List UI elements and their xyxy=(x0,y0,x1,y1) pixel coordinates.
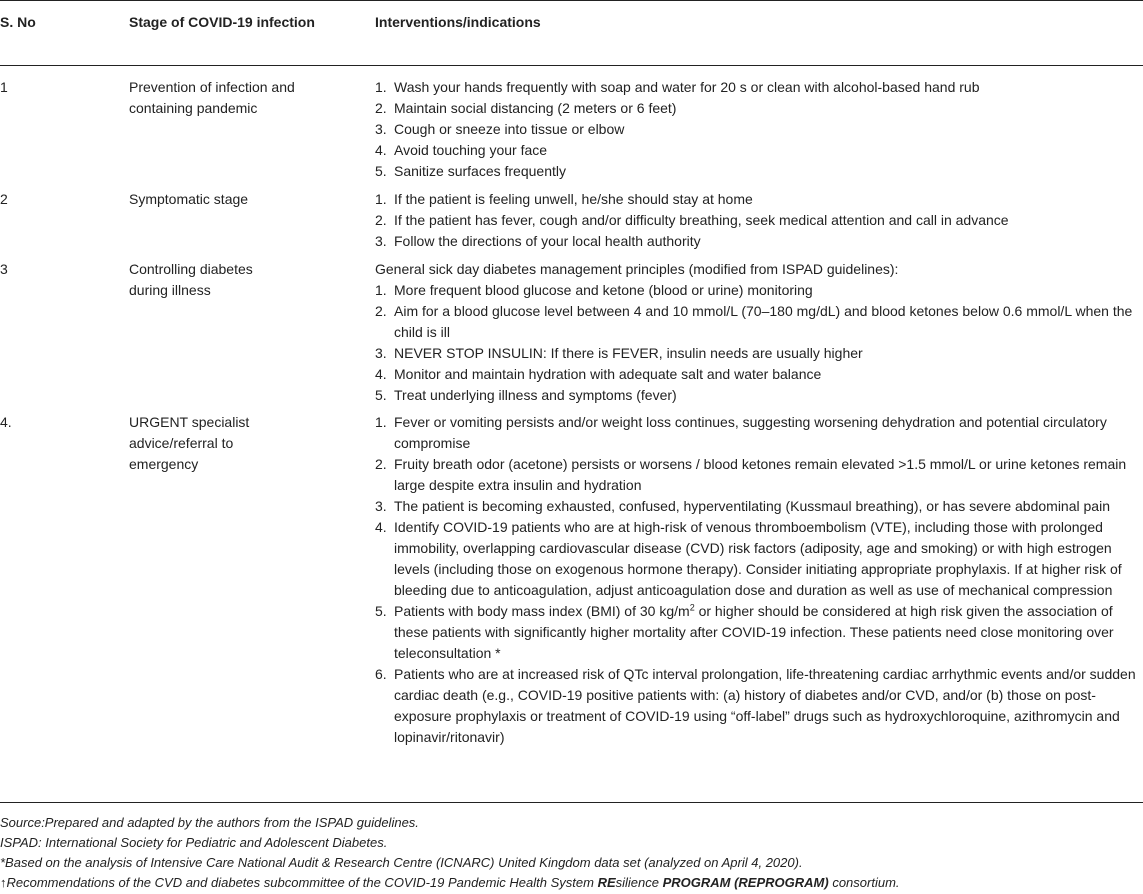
list-item: 4. Avoid touching your face xyxy=(375,142,548,158)
footnote-arrow: ↑Recommendations of the CVD and diabetes subcommittee of the COVID-19 Pandemic Health System REsilience PROGRAM (REPROGRAM) consortium. xyxy=(0,875,900,890)
footnote-star: *Based on the analysis of Intensive Care National Audit & Research Centre (ICNARC) United Kingdom data set (analyzed on April 4, 2020). xyxy=(0,855,803,870)
table-bottom-rule xyxy=(0,802,1143,803)
list-item: 4. Monitor and maintain hydration with adequate salt and water balance xyxy=(375,366,822,382)
list-item: 2. Aim for a blood glucose level between 4 and 10 mmol/L (70–180 mg/dL) and blood ketones below 0.6 mmol/L when the child is ill xyxy=(375,303,1133,340)
row-interventions xyxy=(375,259,1143,406)
list-item: 3. Cough or sneeze into tissue or elbow xyxy=(375,121,625,137)
row-stage: Controlling diabetes during illness xyxy=(129,261,253,298)
row-stage: Prevention of infection and containing pandemic xyxy=(129,79,295,116)
row-sno: 2 xyxy=(0,191,8,207)
list-item: 5. Patients with body mass index (BMI) of 30 $kg/m^2$ or higher should be considered at high risk given the association of these patients with significantly higher mortality after COVID-19 infection. These patients need close monitoring over teleconsultation * xyxy=(375,602,1114,661)
list-item: 1. More frequent blood glucose and ketone (blood or urine) monitoring xyxy=(375,282,813,298)
list-item: 3. NEVER STOP INSULIN: If there is FEVER, insulin needs are usually higher xyxy=(375,345,863,361)
header-interventions: Interventions/indications xyxy=(375,14,541,30)
list-item: 4. Identify COVID-19 patients who are at high-risk of venous thromboembolism (VTE), including those with prolonged immobility, overlapping cardiovascular disease (CVD) risk factors (adiposity, age and smoking) or with high estrogen levels (including those on exogenous hormone therapy). Consider initiating appropriate prophylaxis. If at higher risk of bleeding due to anticoagulation, adjust anticoagulation dose and duration as well as use of mechanical compression xyxy=(375,519,1122,598)
header-stage: Stage of COVID-19 infection xyxy=(129,14,315,30)
footnote-source: Source:Prepared and adapted by the authors from the ISPAD guidelines. xyxy=(0,815,419,830)
list-item: 5. Sanitize surfaces frequently xyxy=(375,163,566,179)
row-interventions xyxy=(375,77,1143,182)
table-header xyxy=(0,0,1143,66)
row-stage: URGENT specialist advice/referral to emergency xyxy=(129,414,250,472)
row-sno: 4. xyxy=(0,414,12,430)
footnote-ispad: ISPAD: International Society for Pediatric and Adolescent Diabetes. xyxy=(0,835,388,850)
list-item: 1. Fever or vomiting persists and/or weight loss continues, suggesting worsening dehydration and potential circulatory compromise xyxy=(375,414,1107,451)
list-item: 5. Treat underlying illness and symptoms (fever) xyxy=(375,387,677,403)
header-sno: S. No xyxy=(0,14,36,30)
row-stage: Symptomatic stage xyxy=(129,191,249,207)
list-item: 6. Patients who are at increased risk of QTc interval prolongation, life-threatening cardiac arrhythmic events and/or sudden cardiac death (e.g., COVID-19 positive patients with: (a) history of diabetes and/or CVD, and/or (b) those on post-exposure prophylaxis or treatment of COVID-19 using “off-label” drugs such as hydroxychloroquine, azithromycin and lopinavir/ritonavir) xyxy=(375,666,1136,745)
list-item: 3. The patient is becoming exhausted, confused, hyperventilating (Kussmaul breathing), or has severe abdominal pain xyxy=(375,498,1110,514)
list-item: 1. Wash your hands frequently with soap and water for 20 s or clean with alcohol-based hand rub xyxy=(375,79,980,95)
table-footnotes xyxy=(0,813,1143,893)
row-sno: 3 xyxy=(0,261,8,277)
row-intro: General sick day diabetes management principles (modified from ISPAD guidelines): xyxy=(375,261,899,277)
list-item: 2. Fruity breath odor (acetone) persists or worsens / blood ketones remain elevated >1.5 mmol/L or urine ketones remain large despite extra insulin and hydration xyxy=(375,456,1127,493)
list-item: 3. Follow the directions of your local health authority xyxy=(375,233,701,249)
row-interventions xyxy=(375,189,1143,252)
row-interventions xyxy=(375,412,1143,748)
row-sno: 1 xyxy=(0,79,8,95)
list-item: 2. Maintain social distancing (2 meters or 6 feet) xyxy=(375,100,677,116)
list-item: 2. If the patient has fever, cough and/or difficulty breathing, seek medical attention and call in advance xyxy=(375,212,1009,228)
list-item: 1. If the patient is feeling unwell, he/she should stay at home xyxy=(375,191,753,207)
